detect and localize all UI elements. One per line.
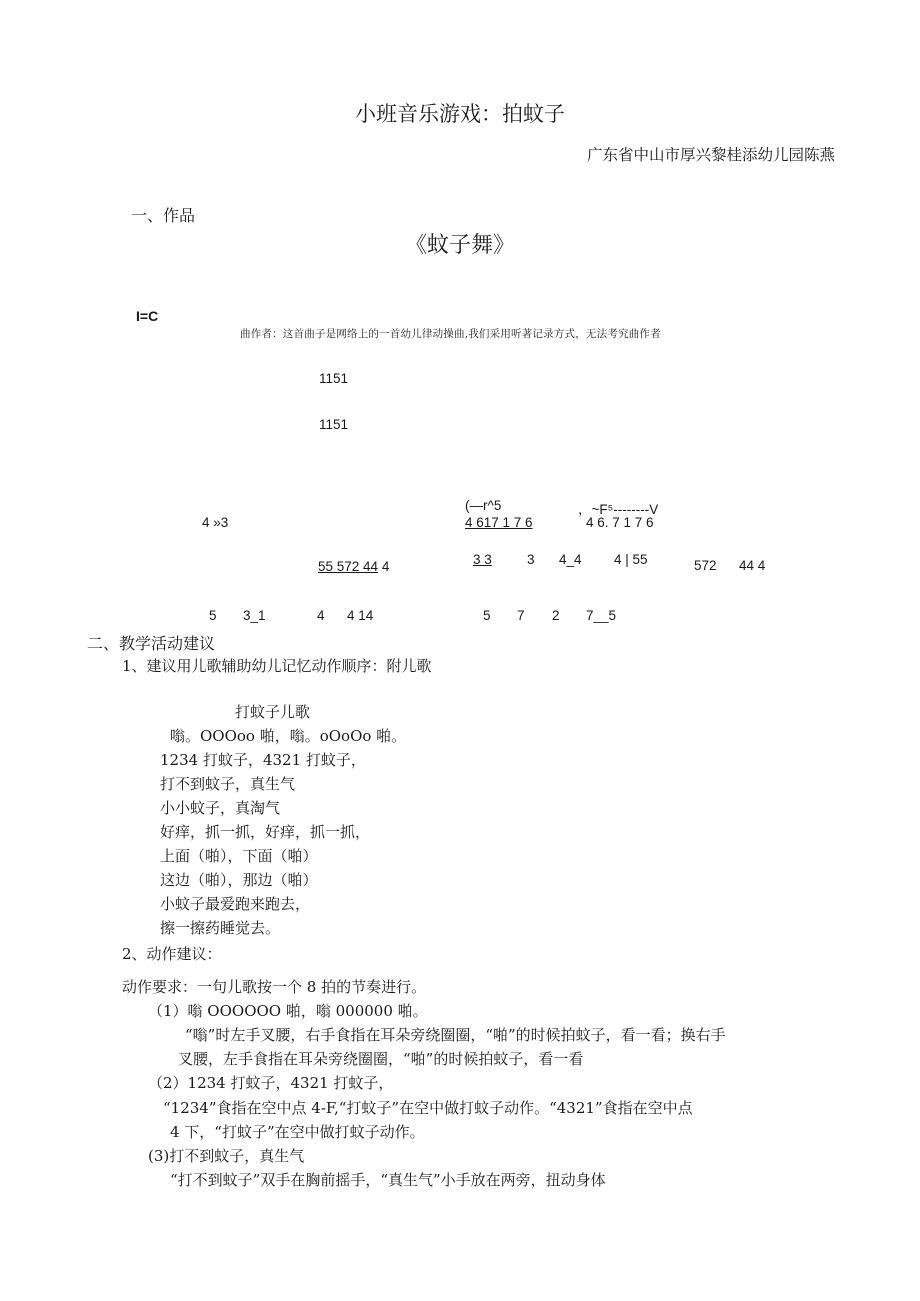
action-requirement: 动作要求：一句儿歌按一个 8 拍的节奏进行。 (122, 978, 427, 996)
rhyme-line: 这边（啪），那边（啪） (160, 871, 318, 889)
rhyme-line: 1234 打蚊子，4321 打蚊子， (160, 751, 366, 769)
rhyme-line: 好痒，抓一抓，好痒，抓一抓， (160, 823, 371, 841)
action-3-desc: “打不到蚊子”双手在胸前摇手，“真生气”小手放在两旁，扭动身体 (170, 1171, 606, 1189)
score-row5a: 3 3 (473, 552, 492, 567)
score-row6d: 44 4 (739, 558, 766, 573)
score-row7c: 4 (317, 608, 325, 623)
action-1-desc-line1: “嗡”时左手叉腰，右手食指在耳朵旁绕圈圈，“啪”的时候拍蚊子，看一看；换右手 (185, 1026, 726, 1044)
score-row7e: 5 (483, 608, 491, 623)
score-row6a: 55 572 44 (318, 559, 379, 574)
score-row4a: 4 »3 (202, 515, 229, 530)
score-row1: 1151 (319, 371, 349, 386)
action-2-heading: （2）1234 打蚊子，4321 打蚊子， (148, 1074, 394, 1092)
author-line: 广东省中山市厚兴黎桂添幼儿园陈燕 (586, 146, 835, 164)
rhyme-line: 上面（啪），下面（啪） (160, 847, 318, 865)
rhyme-title: 打蚊子儿歌 (235, 703, 311, 721)
rhyme-line: 小小蚊子，真淘气 (160, 799, 281, 817)
score-row7a: 5 (209, 608, 217, 623)
score-row4b: 4 617 1 7 6 (465, 515, 533, 530)
score-row6b: 4 (381, 559, 390, 574)
score-row6 (318, 559, 389, 574)
action-1-heading: （1）嗡 OOOOOO 啪，嗡 000000 啪。 (148, 1002, 428, 1020)
score-row7f: 7 (517, 608, 525, 623)
rhyme-line: 擦一擦药睡觉去。 (160, 919, 281, 937)
score-row5c: 4_4 (559, 552, 582, 567)
score-row4c: 4 6. 7 1 7 6 (586, 515, 654, 530)
action-2-desc-line2: 4 下，“打蚊子”在空中做打蚊子动作。 (170, 1123, 425, 1141)
score-row5d: 4 | 55 (614, 552, 648, 567)
action-1-desc-line2: 叉腰，左手食指在耳朵旁绕圈圈，“啪”的时候拍蚊子，看一看 (178, 1050, 584, 1068)
score-row6c: 572 (694, 558, 717, 573)
score-row5b: 3 (527, 552, 535, 567)
rhyme-line: 嗡。OOOoo 啪，嗡。oOoOo 啪。 (170, 727, 407, 745)
page-title: 小班音乐游戏：拍蚊子 (355, 102, 565, 126)
item-1: 1、建议用儿歌辅助幼儿记忆动作顺序：附儿歌 (122, 657, 432, 675)
rhyme-line: 小蚊子最爱跑来跑去， (160, 895, 311, 913)
score-row7g: 2 (552, 608, 560, 623)
key-signature: I=C (136, 308, 159, 324)
action-2-desc-line1: “1234”食指在空中点 4-F,“打蚊子”在空中做打蚊子动作。“4321”食指在空中点 (163, 1099, 693, 1117)
score-row3b: ，~F⁵--------V (578, 502, 659, 517)
action-3-heading: (3)打不到蚊子，真生气 (148, 1147, 305, 1165)
score-row7d: 4 14 (347, 608, 374, 623)
score-row7h: 7__5 (586, 608, 617, 623)
score-row7b: 3_1 (243, 608, 266, 623)
item-2: 2、动作建议： (122, 945, 222, 963)
rhyme-line: 打不到蚊子，真生气 (160, 775, 296, 793)
section-heading-works: 一、作品 (131, 206, 196, 225)
section-heading-suggestions: 二、教学活动建议 (87, 634, 216, 653)
song-title: 《蚊子舞》 (404, 233, 515, 258)
score-row2: 1151 (319, 417, 349, 432)
composer-note: 曲作者：这首曲子是网络上的一首幼儿律动操曲,我们采用听著记录方式，无法考究曲作者 (240, 328, 661, 340)
score-row3a: (—r^5 (465, 498, 502, 513)
